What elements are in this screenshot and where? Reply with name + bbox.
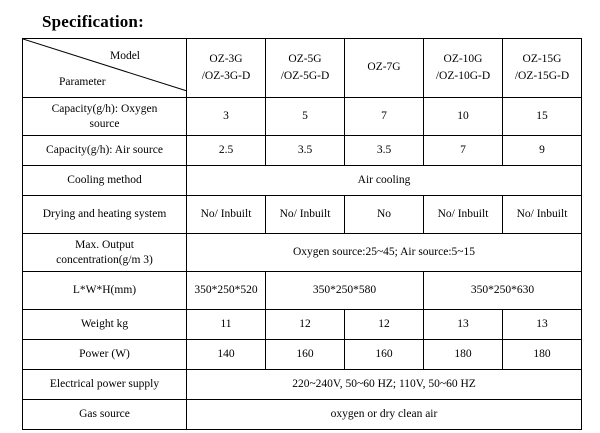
row-cell: 180 [424,340,503,370]
model-name-line1: OZ-10G [443,52,483,65]
model-name-line2: /OZ-3G-D [201,70,251,82]
model-column-header-3 [345,39,424,98]
specification-table [22,38,582,430]
table-row [23,340,582,370]
model-name-line1: OZ-7G [367,61,401,74]
row-cell: 7 [345,98,424,136]
model-name-line2: /OZ-15G-D [514,70,570,82]
row-label-line2: concentration(g/m 3) [56,253,153,266]
row-label: Electrical power supply [23,370,187,400]
table-header-row [23,39,582,98]
row-label [23,98,187,136]
table-row [23,272,582,310]
table-row [23,234,582,272]
model-name-line2: /OZ-10G-D [435,70,491,82]
row-label: Drying and heating system [23,196,187,234]
row-cell-merged: oxygen or dry clean air [187,400,582,430]
row-cell: No/ Inbuilt [503,196,582,234]
row-cell: No/ Inbuilt [187,196,266,234]
row-cell-merged: 220~240V, 50~60 HZ; 110V, 50~60 HZ [187,370,582,400]
row-cell: 180 [503,340,582,370]
table-row [23,310,582,340]
row-cell: 2.5 [187,136,266,166]
row-label: Gas source [23,400,187,430]
row-cell: 15 [503,98,582,136]
row-cell: 10 [424,98,503,136]
specification-page [0,12,600,433]
row-cell: No [345,196,424,234]
header-model-label: Model [109,50,140,62]
row-cell-dimension: 350*250*630 [424,272,582,310]
table-row [23,400,582,430]
table-row [23,196,582,234]
row-cell-merged: Oxygen source:25~45; Air source:5~15 [187,234,582,272]
row-label [23,234,187,272]
row-cell: 9 [503,136,582,166]
table-row [23,98,582,136]
row-cell: 11 [187,310,266,340]
row-cell: 12 [266,310,345,340]
model-column-header-4 [424,39,503,98]
model-column-header-1 [187,39,266,98]
header-parameter-label: Parameter [59,75,106,88]
row-cell-dimension: 350*250*580 [266,272,424,310]
row-cell: 7 [424,136,503,166]
row-label-line2: source [89,117,120,130]
header-corner-cell [23,39,187,98]
row-cell-dimension: 350*250*520 [187,272,266,310]
row-label: Power (W) [23,340,187,370]
model-name-line1: OZ-5G [288,52,322,65]
row-cell: 160 [345,340,424,370]
table-row [23,370,582,400]
row-cell-merged: Air cooling [187,166,582,196]
table-row [23,166,582,196]
row-cell: 13 [503,310,582,340]
row-label: Cooling method [23,166,187,196]
model-name-line1: OZ-3G [209,52,243,65]
model-column-header-5 [503,39,582,98]
row-label: L*W*H(mm) [23,272,187,310]
model-name-line2: /OZ-5G-D [280,70,330,82]
row-cell: 140 [187,340,266,370]
row-cell: 3.5 [345,136,424,166]
page-title: Specification: [42,12,144,31]
row-cell: 12 [345,310,424,340]
row-cell: 5 [266,98,345,136]
row-cell: 3.5 [266,136,345,166]
row-cell: No/ Inbuilt [424,196,503,234]
model-name-line1: OZ-15G [522,52,562,65]
row-cell: 160 [266,340,345,370]
row-label-line1: Capacity(g/h): Oxygen [51,103,158,116]
table-row [23,136,582,166]
row-cell: 3 [187,98,266,136]
row-cell: 13 [424,310,503,340]
row-label-line1: Max. Output [75,239,134,252]
row-cell: No/ Inbuilt [266,196,345,234]
row-label: Capacity(g/h): Air source [23,136,187,166]
model-column-header-2 [266,39,345,98]
row-label: Weight kg [23,310,187,340]
